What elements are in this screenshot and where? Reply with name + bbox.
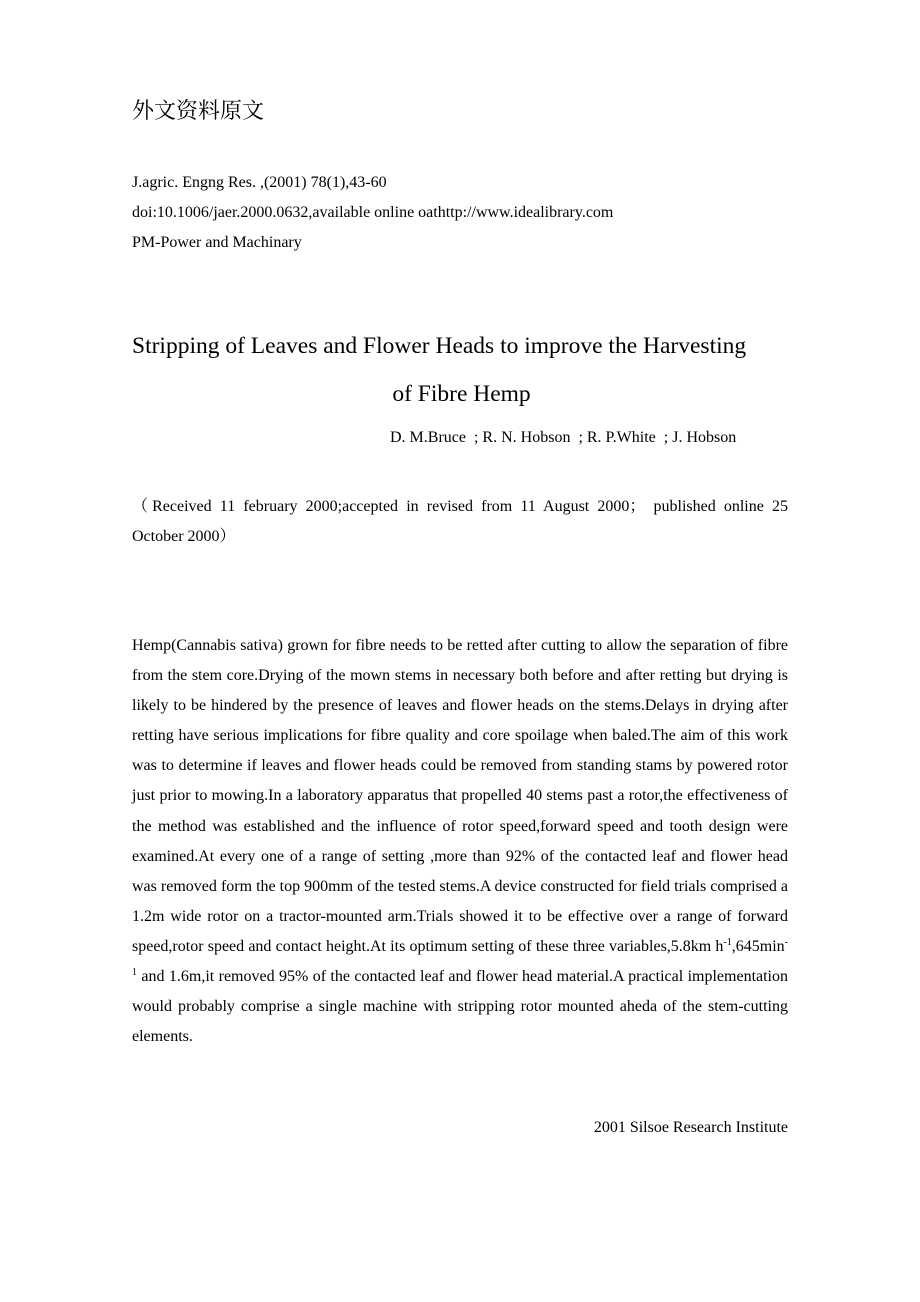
abstract-text-2: ,645min xyxy=(731,937,785,955)
section-label: PM-Power and Machinary xyxy=(132,234,302,251)
author-list: D. M.Bruce ; R. N. Hobson ; R. P.White ; J. Hobson xyxy=(390,429,737,446)
article-title-line-1: Stripping of Leaves and Flower Heads to improve the Harvesting xyxy=(132,333,747,359)
abstract-superscript-2: -1 xyxy=(132,936,788,979)
abstract-text-3: and 1.6m,it removed 95% of the contacted leaf and flower head material.A practical implementation would probably comprise a single machine with stripping rotor mounted aheda of the stem-cutting elements. xyxy=(132,968,788,1046)
received-dates: （Received 11 february 2000;accepted in revised from 11 August 2000； published online 25 October 2000） xyxy=(132,498,788,545)
abstract-paragraph xyxy=(132,631,788,1052)
abstract-superscript-1: -1 xyxy=(723,936,732,948)
copyright-notice: 2001 Silsoe Research Institute xyxy=(593,1119,788,1136)
doi-line: doi:10.1006/jaer.2000.0632,available online oathttp://www.idealibrary.com xyxy=(132,204,614,221)
abstract-text-1: Hemp(Cannabis sativa) grown for fibre needs to be retted after cutting to allow the separation of fibre from the stem core.Drying of the mown stems in necessary both before and after retting but drying is likely to be hindered by the presence of leaves and flower heads on the stems.Delays in drying after retting have serious implications for fibre quality and core spoilage when baled.The aim of this work was to determine if leaves and flower heads could be removed from standing stams by powered rotor just prior to mowing.In a laboratory apparatus that propelled 40 stems past a rotor,the effectiveness of the method was established and the influence of rotor speed,forward speed and tooth design were examined.At every one of a range of setting ,more than 92% of the contacted leaf and flower head was removed form the top 900mm of the tested stems.A device constructed for field trials comprised a 1.2m wide rotor on a tractor-mounted arm.Trials showed it to be effective over a range of forward speed,rotor speed and contact height.At its optimum setting of these three variables,5.8km h xyxy=(132,637,788,955)
citation-block xyxy=(132,168,613,258)
article-title-line-2: of Fibre Hemp xyxy=(392,381,531,407)
journal-reference: J.agric. Engng Res. ,(2001) 78(1),43-60 xyxy=(132,174,387,191)
page-heading: 外文资料原文 xyxy=(132,99,265,124)
article-title xyxy=(132,322,788,418)
